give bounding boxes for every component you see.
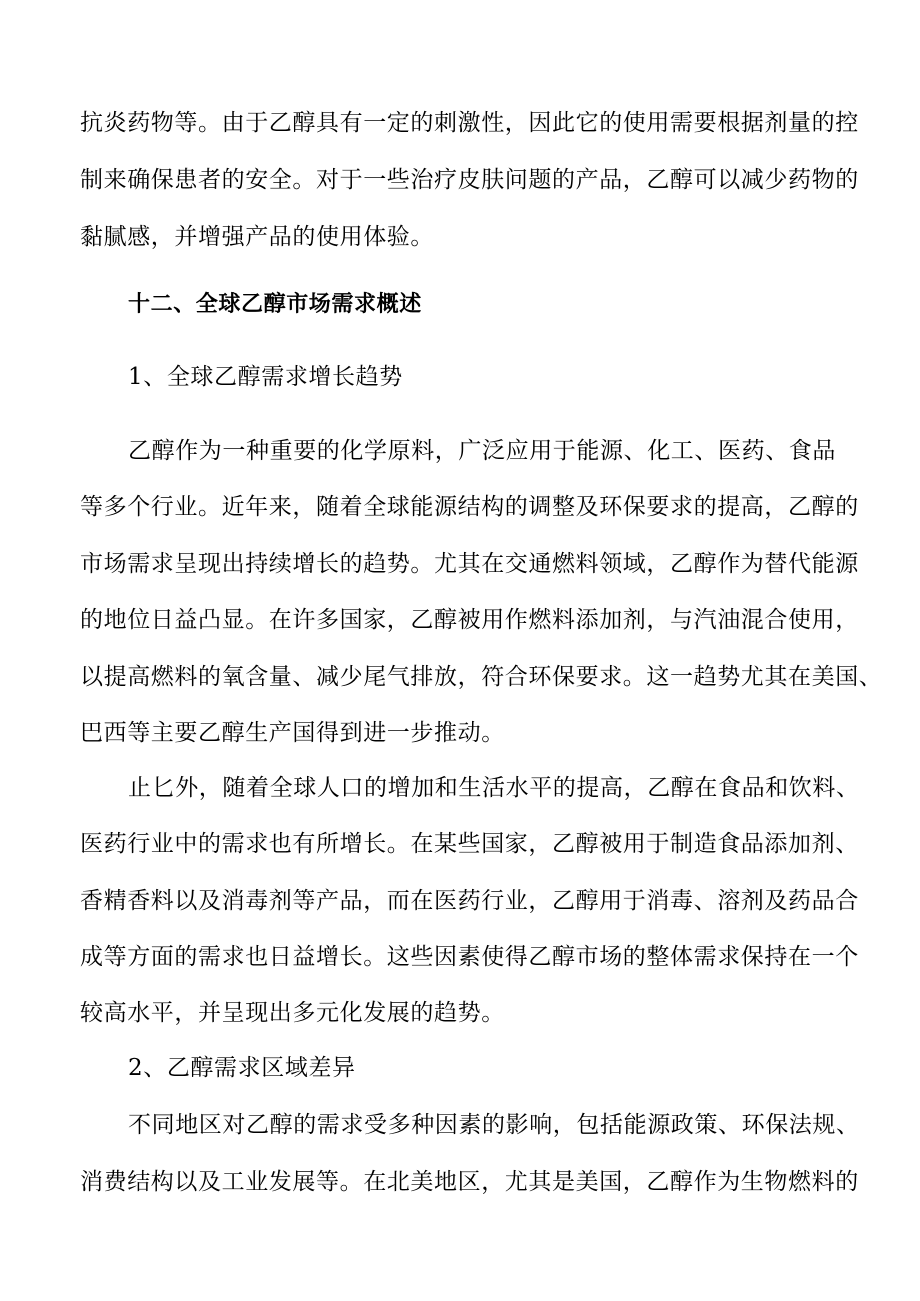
text-line: 乙醇作为一种重要的化学原料，广泛应用于能源、化工、医药、食品 xyxy=(128,438,836,464)
text-line: 止匕外，随着全球人口的增加和生活水平的提高，乙醇在食品和饮料、 xyxy=(128,775,860,801)
text-line: 成等方面的需求也日益增长。这些因素使得乙醇市场的整体需求保持在一个 xyxy=(80,944,859,970)
text-line: 以提高燃料的氧含量、减少尾气排放，符合环保要求。这一趋势尤其在美国、 xyxy=(80,664,883,690)
section-heading: 十二、全球乙醇市场需求概述 xyxy=(128,292,422,317)
text-line: 市场需求呈现出持续增长的趋势。尤其在交通燃料领域，乙醇作为替代能源 xyxy=(80,551,859,577)
subheading: 2、乙醇需求区域差异 xyxy=(128,1055,356,1081)
text-line: 的地位日益凸显。在许多国家，乙醇被用作燃料添加剂，与汽油混合使用， xyxy=(80,607,859,633)
text-line: 不同地区对乙醇的需求受多种因素的影响，包括能源政策、环保法规、 xyxy=(128,1112,860,1138)
text-line: 香精香料以及消毒剂等产品，而在医药行业，乙醇用于消毒、溶剂及药品合 xyxy=(80,888,859,914)
text-line: 黏腻感，并增强产品的使用体验。 xyxy=(80,224,434,250)
text-line: 制来确保患者的安全。对于一些治疗皮肤问题的产品，乙醇可以减少药物的 xyxy=(80,167,859,193)
text-line: 等多个行业。近年来，随着全球能源结构的调整及环保要求的提高，乙醇的 xyxy=(80,494,859,520)
text-line: 较高水平，并呈现出多元化发展的趋势。 xyxy=(80,1000,505,1026)
text-line: 巴西等主要乙醇生产国得到进一步推动。 xyxy=(80,720,505,746)
text-line: 医药行业中的需求也有所增长。在某些国家，乙醇被用于制造食品添加剂、 xyxy=(80,831,859,857)
subheading: 1、全球乙醇需求增长趋势 xyxy=(128,364,403,390)
text-line: 消费结构以及工业发展等。在北美地区，尤其是美国，乙醇作为生物燃料的 xyxy=(80,1169,859,1195)
text-line: 抗炎药物等。由于乙醇具有一定的刺激性，因此它的使用需要根据剂量的控 xyxy=(80,110,859,136)
